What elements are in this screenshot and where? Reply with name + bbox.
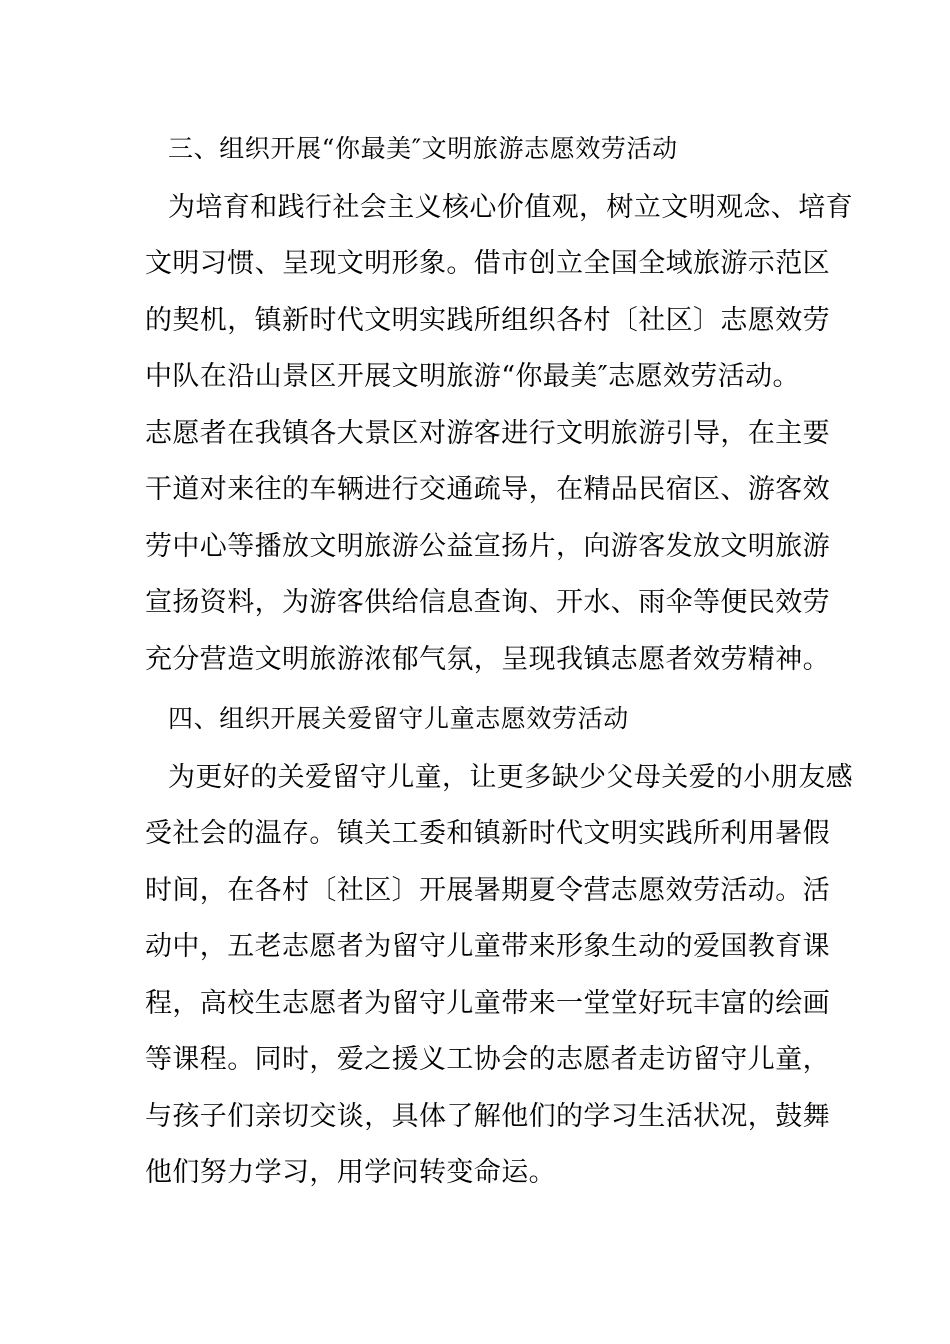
- section-3-line-3: 的契机，镇新时代文明实践所组织各村〔社区〕志愿效劳: [145, 305, 830, 336]
- section-3-line-2: 文明习惯、呈现文明形象。借市创立全国全域旅游示范区: [145, 248, 830, 279]
- section-4-line-2: 受社会的温存。镇关工委和镇新时代文明实践所利用暑假: [145, 818, 830, 849]
- section-3-line-4: 中队在沿山景区开展文明旅游“你最美″志愿效劳活动。: [145, 361, 800, 392]
- section-4-heading: 四、组织开展关爱留守儿童志愿效劳活动: [168, 704, 629, 733]
- section-4-line-4: 动中，五老志愿者为留守儿童带来形象生动的爱国教育课: [145, 931, 830, 962]
- section-4-line-5: 程，高校生志愿者为留守儿童带来一堂堂好玩丰富的绘画: [145, 988, 830, 1019]
- section-4-line-7: 与孩子们亲切交谈，具体了解他们的学习生活状况，鼓舞: [145, 1101, 830, 1132]
- section-4-line-1: 为更好的关爱留守儿童，让更多缺少父母关爱的小朋友感: [168, 762, 853, 793]
- section-4-line-8: 他们努力学习，用学问转变命运。: [145, 1157, 556, 1188]
- section-4-line-6: 等课程。同时，爱之援义工协会的志愿者走访留守儿童，: [145, 1044, 830, 1075]
- section-3-line-1: 为培育和践行社会主义核心价值观，树立文明观念、培育: [168, 192, 853, 223]
- section-3-line-8: 宣扬资料，为游客供给信息查询、开水、雨伞等便民效劳: [145, 587, 830, 618]
- section-3-heading: 三、组织开展“你最美″文明旅游志愿效劳活动: [168, 134, 678, 163]
- section-4-line-3: 时间，在各村〔社区〕开展暑期夏令营志愿效劳活动。活: [145, 875, 830, 906]
- section-3-line-6: 干道对来往的车辆进行交通疏导，在精品民宿区、游客效: [145, 474, 830, 505]
- section-3-line-7: 劳中心等播放文明旅游公益宣扬片，向游客发放文明旅游: [145, 531, 830, 562]
- section-3-line-5: 志愿者在我镇各大景区对游客进行文明旅游引导，在主要: [145, 418, 830, 449]
- section-3-line-9: 充分营造文明旅游浓郁气氛，呈现我镇志愿者效劳精神。: [145, 644, 830, 675]
